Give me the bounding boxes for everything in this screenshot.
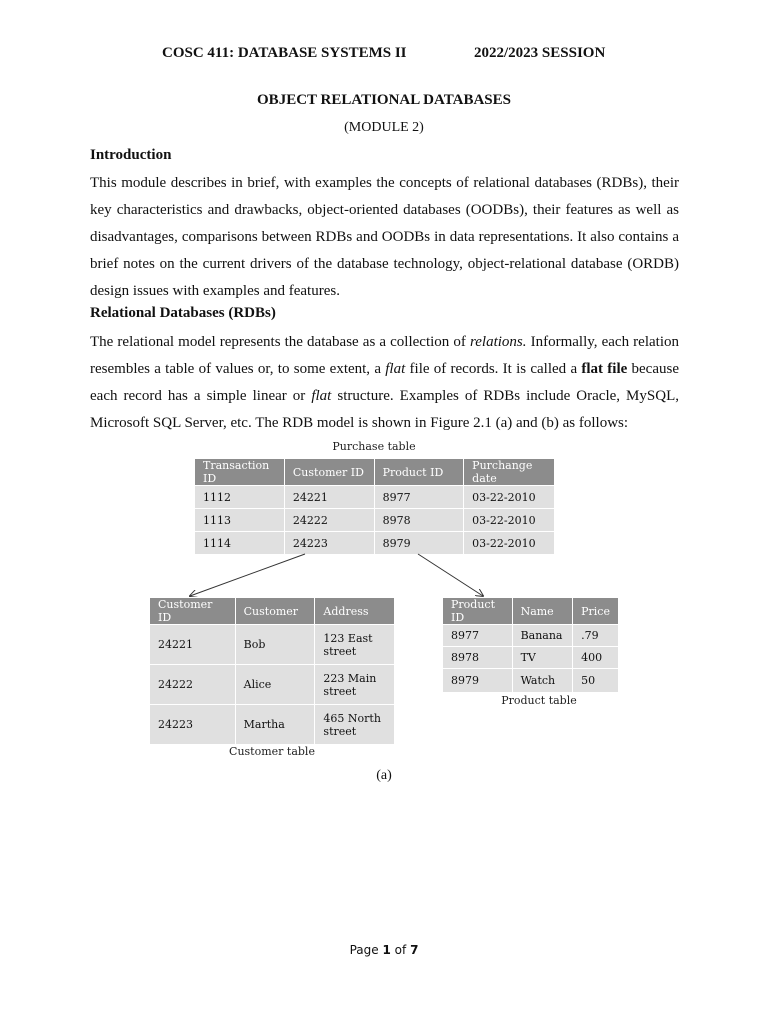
intro-line: key characteristics and drawbacks, object-oriented databases (OODBs), their features as well as <box>90 202 679 218</box>
table-row <box>443 647 619 669</box>
table-cell: 8979 <box>374 532 464 555</box>
column-header: Purchange date <box>464 459 555 486</box>
table-cell: Martha <box>235 705 315 745</box>
product-table-caption: Product table <box>501 694 577 707</box>
table-header-row <box>150 598 395 625</box>
table-cell: 8977 <box>443 625 513 647</box>
text-run: structure. Examples of RDBs include Oracle, MySQL, <box>331 388 679 404</box>
text-run: each record has a simple linear or <box>90 388 312 404</box>
purchase-table-caption: Purchase table <box>332 440 416 453</box>
text-run: file of records. It is called a <box>405 361 582 377</box>
page-total: 7 <box>410 943 419 957</box>
figure-label: (a) <box>376 768 392 783</box>
rdb-heading: Relational Databases (RDBs) <box>90 305 276 321</box>
table-cell: 50 <box>573 669 619 693</box>
arrow-to-product-table <box>418 554 483 596</box>
table-cell: 03-22-2010 <box>464 532 555 555</box>
table-cell: 123 East street <box>315 625 395 665</box>
table-cell: Bob <box>235 625 315 665</box>
table-cell: 03-22-2010 <box>464 509 555 532</box>
arrow-to-customer-table <box>190 554 305 596</box>
customer-table <box>149 597 395 745</box>
text-run: The relational model represents the database as a collection of <box>90 334 470 350</box>
bold-flat-file: flat file <box>581 361 628 377</box>
column-header: Transaction ID <box>195 459 285 486</box>
table-cell: TV <box>512 647 573 669</box>
table-row <box>150 625 395 665</box>
customer-table-caption: Customer table <box>229 745 315 758</box>
product-table <box>442 597 619 693</box>
table-row <box>150 665 395 705</box>
column-header: Product ID <box>374 459 464 486</box>
emphasis-flat: flat <box>385 361 406 377</box>
table-cell: 24223 <box>150 705 236 745</box>
text-run: because <box>627 361 679 377</box>
table-header-row <box>443 598 619 625</box>
intro-line: brief notes on the current drivers of the database technology, object-relational database (ORDB) <box>90 256 679 272</box>
column-header: Customer ID <box>284 459 374 486</box>
column-header: Name <box>512 598 573 625</box>
table-cell: Watch <box>512 669 573 693</box>
text-run: Informally, each relation <box>526 334 679 350</box>
table-cell: 03-22-2010 <box>464 486 555 509</box>
intro-line: design issues with examples and features. <box>90 283 340 299</box>
table-cell: 24221 <box>284 486 374 509</box>
table-row <box>443 625 619 647</box>
session-label: 2022/2023 SESSION <box>474 45 606 61</box>
intro-heading: Introduction <box>90 147 172 163</box>
table-cell: 1112 <box>195 486 285 509</box>
page-footer <box>0 943 768 957</box>
page-word: Page <box>349 943 379 957</box>
text-run: resembles a table of values or, to some extent, a <box>90 361 386 377</box>
table-cell: Banana <box>512 625 573 647</box>
table-cell: Alice <box>235 665 315 705</box>
intro-line: disadvantages, comparisons between RDBs and OODBs in data representations. It also contains a <box>90 229 679 245</box>
intro-line: This module describes in brief, with examples the concepts of relational databases (RDBs), their <box>90 175 679 191</box>
table-cell: .79 <box>573 625 619 647</box>
page-number: 1 <box>382 943 391 957</box>
column-header: Customer ID <box>150 598 236 625</box>
table-cell: 8978 <box>374 509 464 532</box>
emphasis-relations: relations. <box>469 334 527 350</box>
table-cell: 24222 <box>284 509 374 532</box>
table-cell: 223 Main street <box>315 665 395 705</box>
table-cell: 8979 <box>443 669 513 693</box>
emphasis-flat: flat <box>311 388 332 404</box>
table-cell: 8978 <box>443 647 513 669</box>
table-cell: 8977 <box>374 486 464 509</box>
course-title: COSC 411: DATABASE SYSTEMS II <box>162 45 407 61</box>
document-subtitle: (MODULE 2) <box>344 120 424 135</box>
of-word: of <box>394 943 407 957</box>
table-cell: 24222 <box>150 665 236 705</box>
column-header: Price <box>573 598 619 625</box>
table-cell: 1114 <box>195 532 285 555</box>
table-row <box>150 705 395 745</box>
table-cell: 24223 <box>284 532 374 555</box>
table-cell: 24221 <box>150 625 236 665</box>
column-header: Address <box>315 598 395 625</box>
table-cell: 400 <box>573 647 619 669</box>
table-cell: 465 North street <box>315 705 395 745</box>
table-row <box>443 669 619 693</box>
column-header: Product ID <box>443 598 513 625</box>
rdb-line: Microsoft SQL Server, etc. The RDB model is shown in Figure 2.1 (a) and (b) as follows: <box>90 415 629 431</box>
document-title: OBJECT RELATIONAL DATABASES <box>257 92 511 108</box>
column-header: Customer <box>235 598 315 625</box>
table-cell: 1113 <box>195 509 285 532</box>
